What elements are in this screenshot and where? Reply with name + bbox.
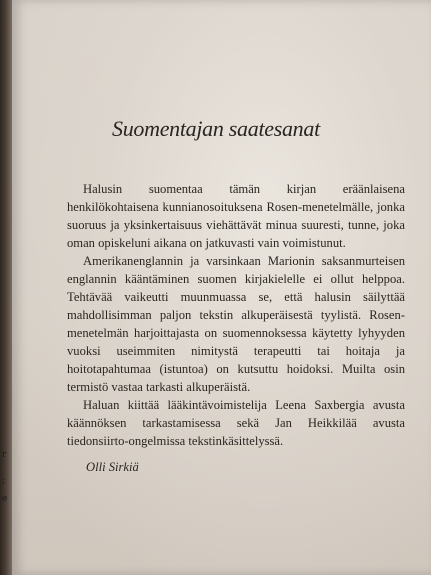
body-text bbox=[67, 180, 405, 450]
edge-glyph: e bbox=[2, 494, 8, 504]
paragraph-3: Haluan kiittää lääkintävoimistelija Leena Saxbergia avusta käännöksen tarkastamisessa sekä Jan Heikkilää avusta tiedonsiirto-ongelmissa tekstinkäsittelyssä. bbox=[67, 398, 405, 448]
signature: Olli Sirkiä bbox=[86, 460, 139, 474]
page-title: Suomentajan saatesanat bbox=[112, 116, 320, 141]
paragraph-1: Halusin suomentaa tämän kirjan eräänlaisena henkilökohtaisena kunnianosoituksena Rosen-menetelmälle, jonka suoruus ja yksinkertaisuus viehättävät minua suuresti, tunne, joka oman opiskeluni aikana on jatkuvasti vain voimistunut. bbox=[67, 182, 405, 250]
paragraph-2: Amerikanenglannin ja varsinkaan Marionin saksanmurteisen englannin kääntäminen suomen kirjakielelle ei ollut helppoa. Tehtävää vaikeutti muunmuassa se, että halusin säilyttää mahdollisimman paljon tekstin alkuperäisestä tyylistä. Rosen-menetelmän harjoittajasta on suomennoksessa käytetty lyhyyden vuoksi useimmiten nimitystä terapeutti tai hoitaja ja hoitotapahtumaa (istuntoa) on kutsuttu hoidoksi. Muilta osin termistö vastaa tarkasti alkuperäistä. bbox=[67, 254, 405, 394]
book-page bbox=[12, 0, 431, 575]
edge-glyph: ; bbox=[2, 476, 6, 486]
edge-glyph: r bbox=[2, 450, 7, 460]
